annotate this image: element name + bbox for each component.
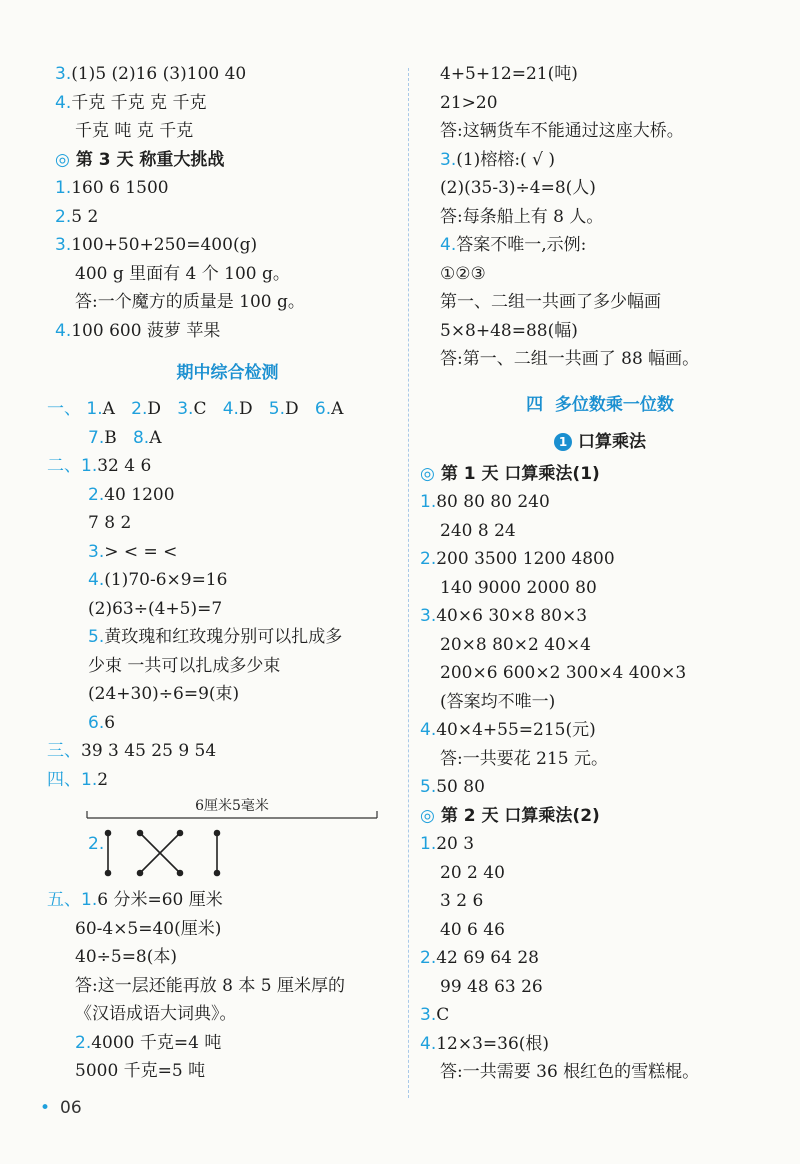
ruler-diagram <box>55 794 400 828</box>
answer-line: 四、1.2 <box>47 769 109 790</box>
answer-line: 3.(1)榕榕:( √ ) <box>440 149 555 170</box>
answer-line: 二、1.32 4 6 <box>47 456 152 476</box>
answer-line: 2.42 69 64 28 <box>420 948 539 968</box>
answer-line: 4.千克 千克 克 千克 <box>55 92 207 113</box>
unit-title: 四 多位数乘一位数 <box>526 394 674 415</box>
answer-line: 5×8+48=88(幅) <box>440 320 578 341</box>
answer-line: 20×8 80×2 40×4 <box>440 634 591 655</box>
answer-line: 2.200 3500 1200 4800 <box>420 549 615 569</box>
answer-line: 答:每条船上有 8 人。 <box>440 206 604 227</box>
answer-line: 1.80 80 80 240 <box>420 492 550 512</box>
lesson-title: 1 口算乘法 <box>420 424 780 460</box>
target-icon: ◎ <box>55 149 70 170</box>
answer-line: 4.40×4+55=215(元) <box>420 720 596 740</box>
column-divider <box>408 68 409 1098</box>
answer-line: 3.C <box>420 1005 450 1025</box>
answer-line: 1.20 3 <box>420 834 475 854</box>
answer-line: 2.40 1200 <box>88 484 175 505</box>
day-heading: ◎ 第 2 天 口算乘法(2) <box>420 805 600 826</box>
answer-line: 6.6 <box>88 712 116 733</box>
answer-line: 21>20 <box>440 92 498 113</box>
answer-line: 答:一个魔方的质量是 100 g。 <box>75 292 305 312</box>
answer-line: (2)(35-3)÷4=8(人) <box>440 178 596 198</box>
answer-line: 5000 千克=5 吨 <box>75 1061 206 1081</box>
answer-line: 3.40×6 30×8 80×3 <box>420 606 588 626</box>
answer-line: 240 8 24 <box>440 520 516 541</box>
answer-line: 20 2 40 <box>440 862 505 883</box>
answer-line: 4.100 600 菠萝 苹果 <box>55 320 221 341</box>
ruler-svg <box>55 794 400 828</box>
answer-line: 3.> < = < <box>88 541 178 562</box>
answer-line: 5.50 80 <box>420 777 485 797</box>
section-title: 期中综合检测 <box>176 363 279 383</box>
ruler-label: 6厘米5毫米 <box>195 798 269 814</box>
answer-line: 7 8 2 <box>88 513 132 533</box>
answer-line: 4+5+12=21(吨) <box>440 64 578 84</box>
target-icon: ◎ <box>420 463 435 484</box>
answer-line: 60-4×5=40(厘米) <box>75 918 222 939</box>
segments-svg <box>55 828 400 886</box>
answer-line: 3.(1)5 (2)16 (3)100 40 <box>55 64 247 84</box>
answer-line: 3 2 6 <box>440 891 484 911</box>
number-badge: 1 <box>554 433 572 451</box>
answer-line: 200×6 600×2 300×4 400×3 <box>440 663 687 683</box>
answer-line: 140 9000 2000 80 <box>440 577 597 598</box>
answer-line: 2.5 2 <box>55 206 99 227</box>
answer-line: 7.B 8.A <box>88 427 162 448</box>
answer-line: (24+30)÷6=9(束) <box>88 684 240 704</box>
answer-line: 一、 1.A 2.D 3.C 4.D 5.D 6.A <box>47 399 344 419</box>
answer-line: 400 g 里面有 4 个 100 g。 <box>75 263 290 284</box>
answer-line: 答:这辆货车不能通过这座大桥。 <box>440 121 684 141</box>
answer-line: 三、39 3 45 25 9 54 <box>47 741 217 761</box>
answer-line: 答:一共需要 36 根红色的雪糕棍。 <box>440 1062 700 1082</box>
answer-line: 答:这一层还能再放 8 本 5 厘米厚的 <box>75 975 345 996</box>
answer-line: ①②③ <box>440 263 486 284</box>
answer-line: 4.答案不唯一,示例: <box>440 235 587 255</box>
bullet-icon: • <box>40 1098 51 1118</box>
answer-line: 答:第一、二组一共画了 88 幅画。 <box>440 349 700 369</box>
answer-line: 2.4000 千克=4 吨 <box>75 1032 222 1053</box>
day-heading: ◎ 第 1 天 口算乘法(1) <box>420 463 600 484</box>
answer-line: 1.160 6 1500 <box>55 178 169 198</box>
answer-line: (2)63÷(4+5)=7 <box>88 598 223 619</box>
answer-line: 千克 吨 克 千克 <box>75 121 194 141</box>
segments-diagram: 2. <box>55 828 400 886</box>
answer-line: 第一、二组一共画了多少幅画 <box>440 292 661 312</box>
answer-line: (答案均不唯一) <box>440 691 556 712</box>
day-heading: ◎ 第 3 天 称重大挑战 <box>55 149 225 170</box>
answer-line: 4.12×3=36(根) <box>420 1033 550 1054</box>
right-column <box>420 60 780 1087</box>
answer-line: 99 48 63 26 <box>440 976 543 997</box>
answer-line: 答:一共要花 215 元。 <box>440 748 608 769</box>
target-icon: ◎ <box>420 805 435 826</box>
answer-line: 少束 一共可以扎成多少束 <box>88 655 281 676</box>
answer-line: 40 6 46 <box>440 919 505 940</box>
answer-line: 《汉语成语大词典》。 <box>75 1004 237 1024</box>
answer-line: 4.(1)70-6×9=16 <box>88 570 228 590</box>
answer-line: 40÷5=8(本) <box>75 947 178 967</box>
page-number: • 06 <box>40 1098 82 1118</box>
answer-line: 五、1.6 分米=60 厘米 <box>47 890 223 910</box>
answer-line: 5.黄玫瑰和红玫瑰分别可以扎成多 <box>88 627 343 647</box>
answer-line: 3.100+50+250=400(g) <box>55 235 258 255</box>
left-column <box>47 60 400 1086</box>
